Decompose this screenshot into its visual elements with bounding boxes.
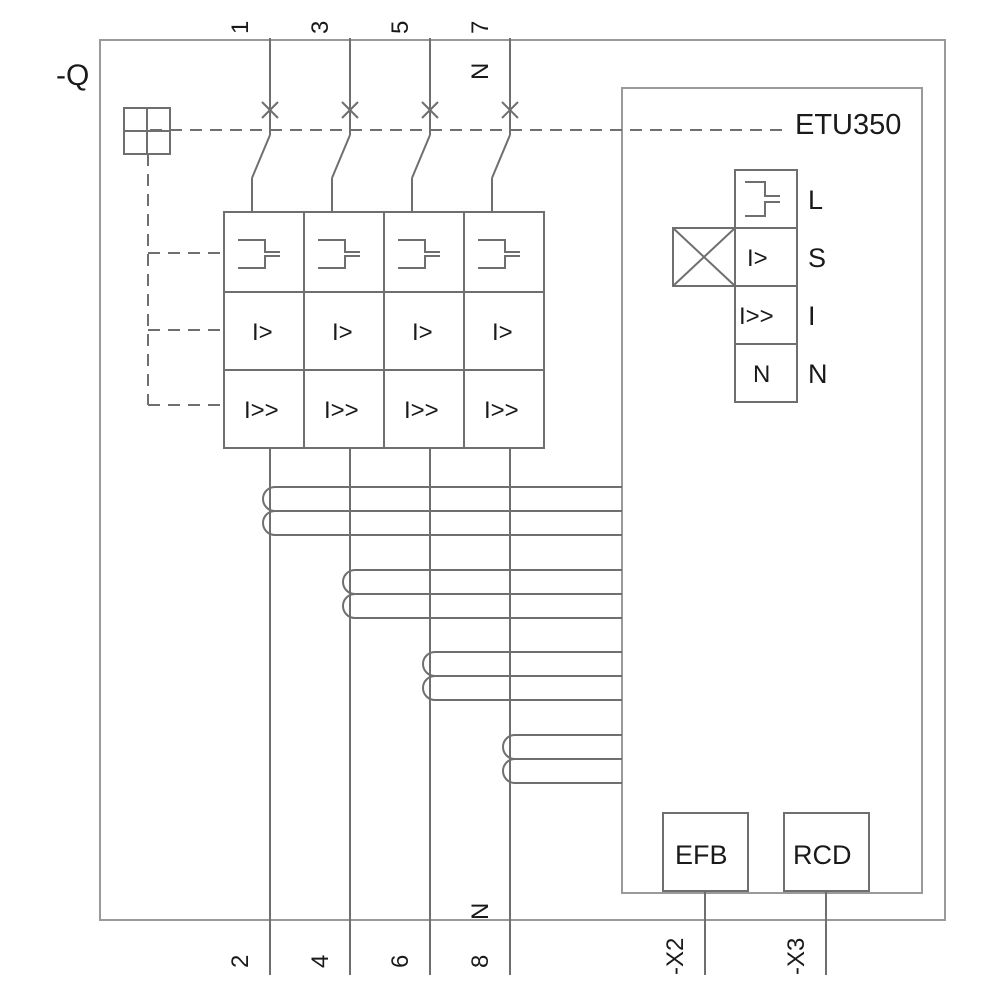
- terminal-top-3: 3: [307, 20, 334, 34]
- terminal-bottom-8: 8: [467, 954, 494, 968]
- pole-2-overload-label: I>: [332, 319, 353, 346]
- terminal-bottom-2: 2: [227, 954, 254, 968]
- device-outer-frame: [100, 40, 945, 920]
- device-designation-label: -Q: [56, 59, 90, 92]
- terminal-top-neutral: N: [467, 62, 494, 80]
- contact-markers: [262, 102, 518, 118]
- etu-block-cell-n: N: [753, 361, 771, 388]
- pole-2-short-label: I>>: [324, 397, 359, 424]
- pole-4-overload-label: I>: [492, 319, 513, 346]
- pole-4-short-label: I>>: [484, 397, 519, 424]
- pole-1-overload-label: I>: [252, 319, 273, 346]
- etu-block-cell-s: I>: [747, 245, 768, 272]
- switch-blade-7: [492, 135, 510, 178]
- pole-1-short-label: I>>: [244, 397, 279, 424]
- rcd-block-label: RCD: [793, 840, 852, 870]
- etu-function-blocks: [673, 170, 797, 402]
- terminal-x2-label: -X2: [662, 937, 689, 975]
- pole-3-overload-label: I>: [412, 319, 433, 346]
- etu-row-label-s: S: [808, 243, 827, 273]
- efb-block-label: EFB: [675, 840, 728, 870]
- etu-block-cell-i: I>>: [739, 303, 774, 330]
- terminal-top-7: 7: [467, 20, 494, 34]
- terminal-x3-label: -X3: [783, 937, 810, 975]
- etu-row-label-n: N: [808, 359, 828, 389]
- terminal-bottom-4: 4: [307, 954, 334, 968]
- etu-row-label-i: I: [808, 301, 816, 331]
- switch-blade-1: [252, 135, 270, 178]
- switch-blade-5: [412, 135, 430, 178]
- etu-row-label-l: L: [808, 185, 824, 215]
- terminal-top-1: 1: [227, 20, 254, 34]
- etu-module-frame: [622, 88, 922, 893]
- terminal-bottom-neutral: N: [467, 902, 494, 920]
- terminal-top-5: 5: [387, 20, 414, 34]
- pole-3-short-label: I>>: [404, 397, 439, 424]
- current-sensor-loops: [263, 487, 622, 783]
- etu-module-title: ETU350: [795, 109, 902, 141]
- isolator-glyphs: [238, 240, 520, 268]
- switch-blade-3: [332, 135, 350, 178]
- terminal-bottom-6: 6: [387, 954, 414, 968]
